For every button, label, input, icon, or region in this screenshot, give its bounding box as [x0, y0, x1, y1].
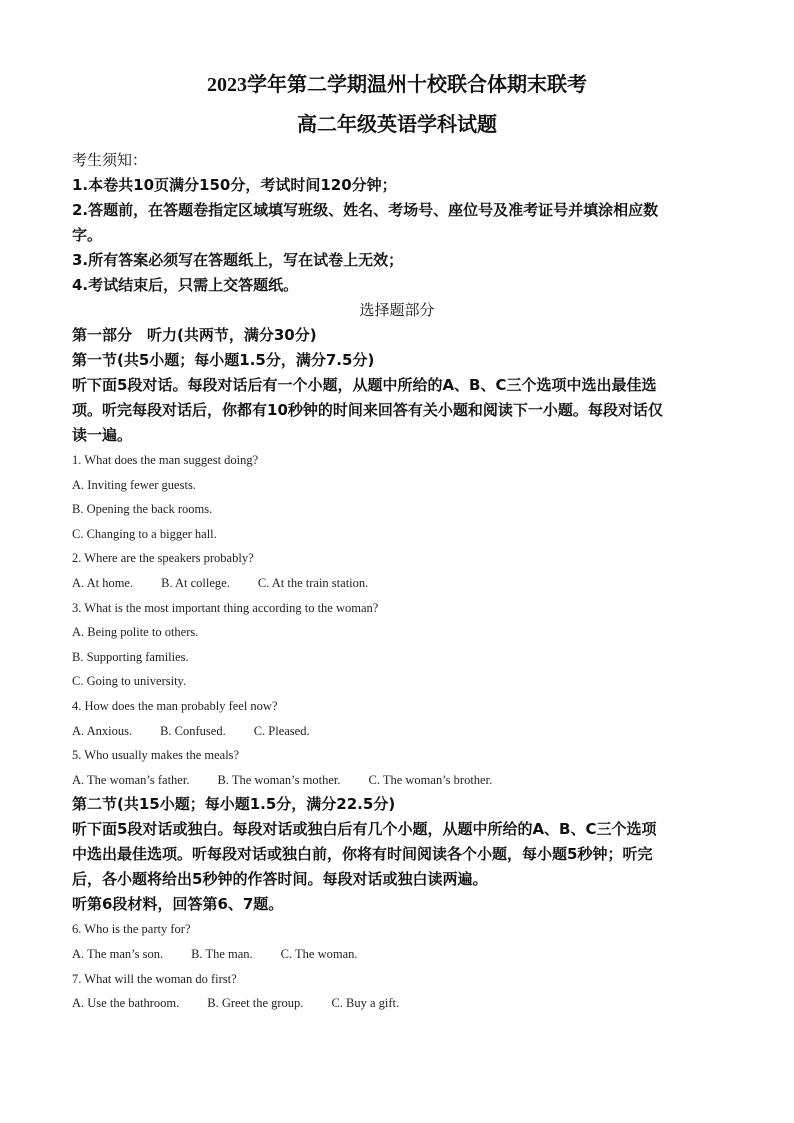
- option-row: [72, 768, 722, 793]
- answer-option: A. At home.: [72, 575, 134, 590]
- notice-item: 2.答题前，在答题卷指定区域填写班级、姓名、考场号、座位号及准考证号并填涂相应数: [72, 201, 659, 219]
- instruction-line: 中选出最佳选项。听每段对话或独白前，你将有时间阅读各个小题，每小题5秒钟；听完: [72, 845, 653, 864]
- option-row: [72, 942, 722, 967]
- question-stem: 2. Where are the speakers probably?: [72, 551, 254, 566]
- question-list-section1: [72, 448, 722, 792]
- option-row: [72, 719, 722, 744]
- question-stem: 6. Who is the party for?: [72, 922, 191, 937]
- exam-subtitle: 高二年级英语学科试题: [297, 114, 497, 136]
- notice-heading: 考生须知：: [72, 151, 148, 169]
- answer-option: B. Confused.: [160, 723, 226, 738]
- answer-option: C. Going to university.: [72, 674, 187, 689]
- material-note: 听第6段材料，回答第6、7题。: [72, 895, 284, 914]
- exam-page: [72, 64, 722, 1016]
- answer-option: A. The man’s son.: [72, 946, 164, 961]
- answer-option: A. Inviting fewer guests.: [72, 477, 196, 492]
- question-stem: 7. What will the woman do first?: [72, 971, 237, 986]
- section1-instructions: [72, 373, 722, 448]
- section1-heading: 第一节(共5小题；每小题1.5分，满分7.5分): [72, 351, 375, 369]
- answer-option: B. At college.: [161, 575, 230, 590]
- notice-item: 字。: [72, 226, 103, 244]
- instruction-line: 听下面5段对话或独白。每段对话或独白后有几个小题，从题中所给的A、B、C三个选项: [72, 820, 657, 839]
- instruction-line: 项。听完每段对话后，你都有10秒钟的时间来回答有关小题和阅读下一小题。每段对话仅: [72, 401, 663, 419]
- answer-option: C. The woman.: [280, 946, 358, 961]
- answer-option: A. The woman’s father.: [72, 772, 190, 787]
- question-stem: 4. How does the man probably feel now?: [72, 698, 278, 713]
- option-row: [72, 571, 722, 596]
- answer-option: A. Anxious.: [72, 723, 133, 738]
- notice-item: 4.考试结束后，只需上交答题纸。: [72, 276, 299, 294]
- notice-block: [72, 148, 722, 298]
- answer-option: C. At the train station.: [257, 575, 369, 590]
- answer-option: C. The woman’s brother.: [368, 772, 493, 787]
- notice-item: 1.本卷共10页满分150分，考试时间120分钟；: [72, 176, 397, 194]
- answer-option: B. The man.: [191, 946, 253, 961]
- notice-item: 3.所有答案必须写在答题纸上，写在试卷上无效；: [72, 251, 404, 269]
- instruction-line: 听下面5段对话。每段对话后有一个小题，从题中所给的A、B、C三个选项中选出最佳选: [72, 376, 657, 394]
- question-stem: 5. Who usually makes the meals?: [72, 748, 240, 763]
- answer-option: B. Greet the group.: [207, 996, 304, 1011]
- instruction-line: 读一遍。: [72, 426, 133, 444]
- option-row: [72, 991, 722, 1016]
- section2-instructions: [72, 817, 722, 892]
- answer-option: C. Buy a gift.: [331, 996, 400, 1011]
- answer-option: B. Opening the back rooms.: [72, 502, 213, 517]
- question-list-section2: [72, 917, 722, 1015]
- question-stem: 1. What does the man suggest doing?: [72, 453, 259, 467]
- instruction-line: 后，各小题将给出5秒钟的作答时间。每段对话或独白读两遍。: [72, 870, 488, 889]
- answer-option: A. Being polite to others.: [72, 625, 199, 640]
- part1-heading: 第一部分 听力(共两节，满分30分): [72, 326, 317, 344]
- answer-option: C. Pleased.: [253, 723, 310, 738]
- answer-option: A. Use the bathroom.: [72, 996, 180, 1011]
- answer-option: B. Supporting families.: [72, 649, 189, 664]
- section-label: 选择题部分: [359, 301, 435, 319]
- question-stem: 3. What is the most important thing according to the woman?: [72, 600, 379, 615]
- answer-option: B. The woman’s mother.: [217, 772, 341, 787]
- section2-heading: 第二节(共15小题；每小题1.5分，满分22.5分): [72, 795, 396, 814]
- answer-option: C. Changing to a bigger hall.: [72, 526, 217, 541]
- exam-title: 2023学年第二学期温州十校联合体期末联考: [207, 74, 587, 96]
